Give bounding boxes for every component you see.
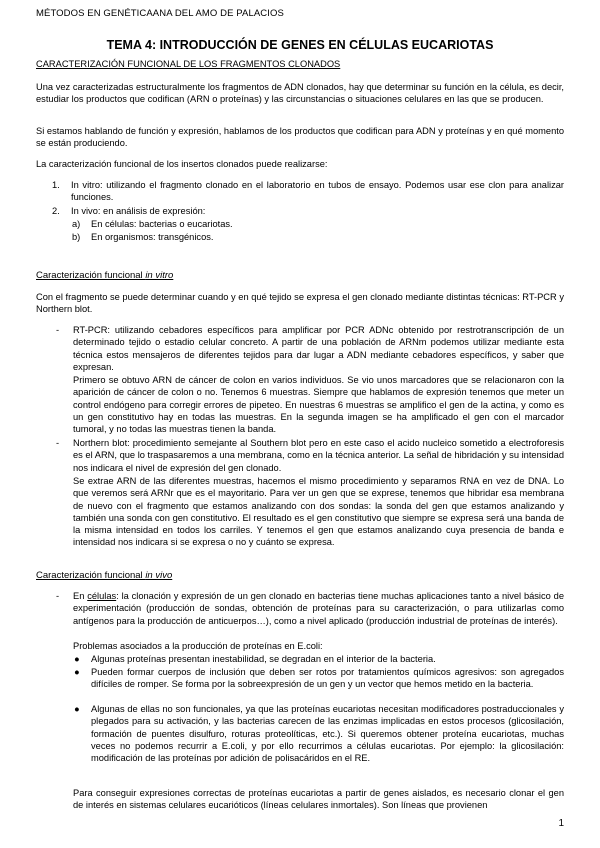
dash-bullet: - (56, 591, 60, 601)
list-item: In vitro: utilizando el fragmento clonado en el laboratorio en tubos de ensayo. Podemos usar ese clon para analizar funciones. (71, 180, 564, 203)
page-title: TEMA 4: INTRODUCCIÓN DE GENES EN CÉLULAS EUCARIOTAS (106, 38, 494, 52)
dot-bullet: ● (74, 667, 80, 677)
list-item-northern-detail: Se extrae ARN de las diferentes muestras, hacemos el mismo procedimiento y separamos RNA en vez de DNA. Lo que veremos será ARNr que es el mayoritario. Para ver un gen que se exprese, tenemos que hibridar esa membrana de nuevo con el fragmento que estamos analizando con dos sondas: la sonda del gen que estamos analizando y también una sonda con gen constitutivo. El resultado es el gen constitutivo que siempre se expresa será una banda de la misma intensidad en todos los carriles. Y tenemos el gen que estamos analizando cuya presencia de banda e intensidad nos indicara si se expresa o no y cuánto se expresa. (73, 476, 564, 548)
running-header: MÉTODOS EN GENÉTICAANA DEL AMO DE PALACIOS (36, 8, 284, 19)
paragraph: Si estamos hablando de función y expresión, hablamos de los productos que codifican para ADN y proteínas y en qué momento se están produciendo. (36, 126, 564, 149)
paragraph: Con el fragmento se puede determinar cuando y en qué tejido se expresa el gen clonado mediante distintas técnicas: RT-PCR y Northern blot. (36, 292, 564, 315)
list-item: En organismos: transgénicos. (91, 232, 214, 242)
page-number: 1 (558, 818, 564, 829)
list-item: In vivo: en análisis de expresión: (71, 206, 206, 216)
dash-bullet: - (56, 325, 60, 335)
list-number: a) (72, 219, 81, 229)
list-item: Algunas de ellas no son funcionales, ya que las proteínas eucariotas necesitan modificadores postraduccionales y plegados para su activación, y las bacterias carecen de las enzimas implicadas en estos procesos (glicosilación, formación de puentes disulfuro, roturas proteolíticas, etc.). Si queremos obtener proteína eucariotas, muchas veces no podemos recurrir a E.coli, y por ello recurrimos a células eucariotas. Por ejemplo: la glicosilación: modificación de las proteínas por adición de polisacáridos en el RE. (91, 704, 564, 764)
list-item: En células: bacterias o eucariotas. (91, 219, 233, 229)
list-number: 2. (52, 206, 60, 216)
paragraph: La caracterización funcional de los insertos clonados puede realizarse: (36, 159, 328, 169)
list-item: Algunas proteínas presentan inestabilidad, se degradan en el interior de la bacteria. (91, 654, 436, 664)
section-heading-in-vivo: Caracterización funcional in vivo (36, 570, 173, 581)
list-item-cells: En células: la clonación y expresión de un gen clonado en bacterias tiene muchas aplicaciones tanto a nivel básico de experimentación (producción de sondas, obtención de proteínas para su caracterización, o para utilizarlas como antígenos para la producción de anticuerpos…), como a nivel aplicado (producción industrial de proteínas de interés). (73, 591, 564, 626)
list-item: Pueden formar cuerpos de inclusión que deben ser rotos por tratamientos químicos agresivos: son agregados difíciles de romper. Se forma por la sobreexpresión de un gen y un vector que hemos metido en la bacteria. (91, 667, 564, 690)
dot-bullet: ● (74, 704, 80, 714)
section-heading-caracterizacion: CARACTERIZACIÓN FUNCIONAL DE LOS FRAGMENTOS CLONADOS (36, 59, 341, 69)
paragraph: Para conseguir expresiones correctas de proteínas eucariotas a partir de genes aislados, es necesario clonar el gen de interés en sistemas celulares eucarióticos (líneas celulares inmortales). Son líneas que provienen (73, 788, 564, 811)
list-number: b) (72, 232, 81, 242)
paragraph: Una vez caracterizadas estructuralmente los fragmentos de ADN clonados, hay que determinar su función en la célula, es decir, estudiar los productos que codifican (ARN o proteínas) y las circunstancias o situaciones celulares en las que se producen. (36, 82, 564, 105)
dot-bullet: ● (74, 654, 80, 664)
list-item-northern: Northern blot: procedimiento semejante al Southern blot pero en este caso el acido nucleico sometido a electroforesis es el ARN, que lo traspasaremos a una membrana, como en la técnica anterior. La señal de hibridación y su intensidad nos indicara el nivel de expresión del gen clonado. (73, 438, 564, 473)
list-number: 1. (52, 180, 60, 190)
list-item-rtpcr-detail: Primero se obtuvo ARN de cáncer de colon en varios individuos. Se vio unos marcadores que se relacionaron con la aparición de cáncer de colon o no. Tenemos 6 muestras. Siempre que hablamos de expresión tenemos que meter un control endógeno para corregir errores de pipeteo. En nuestras 6 muestras se amplifico el gen de la actina, y como es un gen constitutivo hay en todas las muestras. En la segunda imagen se ha amplificado el gen con el marcador tumoral, y no todas las muestras tienen la banda. (73, 375, 564, 435)
dash-bullet: - (56, 438, 60, 448)
list-item-rtpcr: RT-PCR: utilizando cebadores específicos para amplificar por PCR ADNc obtenido por restrotranscripción de un determinado tejido o estadio celular concreto. A partir de una población de ARNm podemos utilizar mediante esta técnica estos mensajeros de diferentes tejidos para dar lugar a ADN mediante cebadores específicos, y saber que expresan. (73, 325, 564, 372)
section-heading-in-vitro: Caracterización funcional in vitro (36, 270, 174, 281)
paragraph: Problemas asociados a la producción de proteínas en E.coli: (73, 641, 323, 651)
